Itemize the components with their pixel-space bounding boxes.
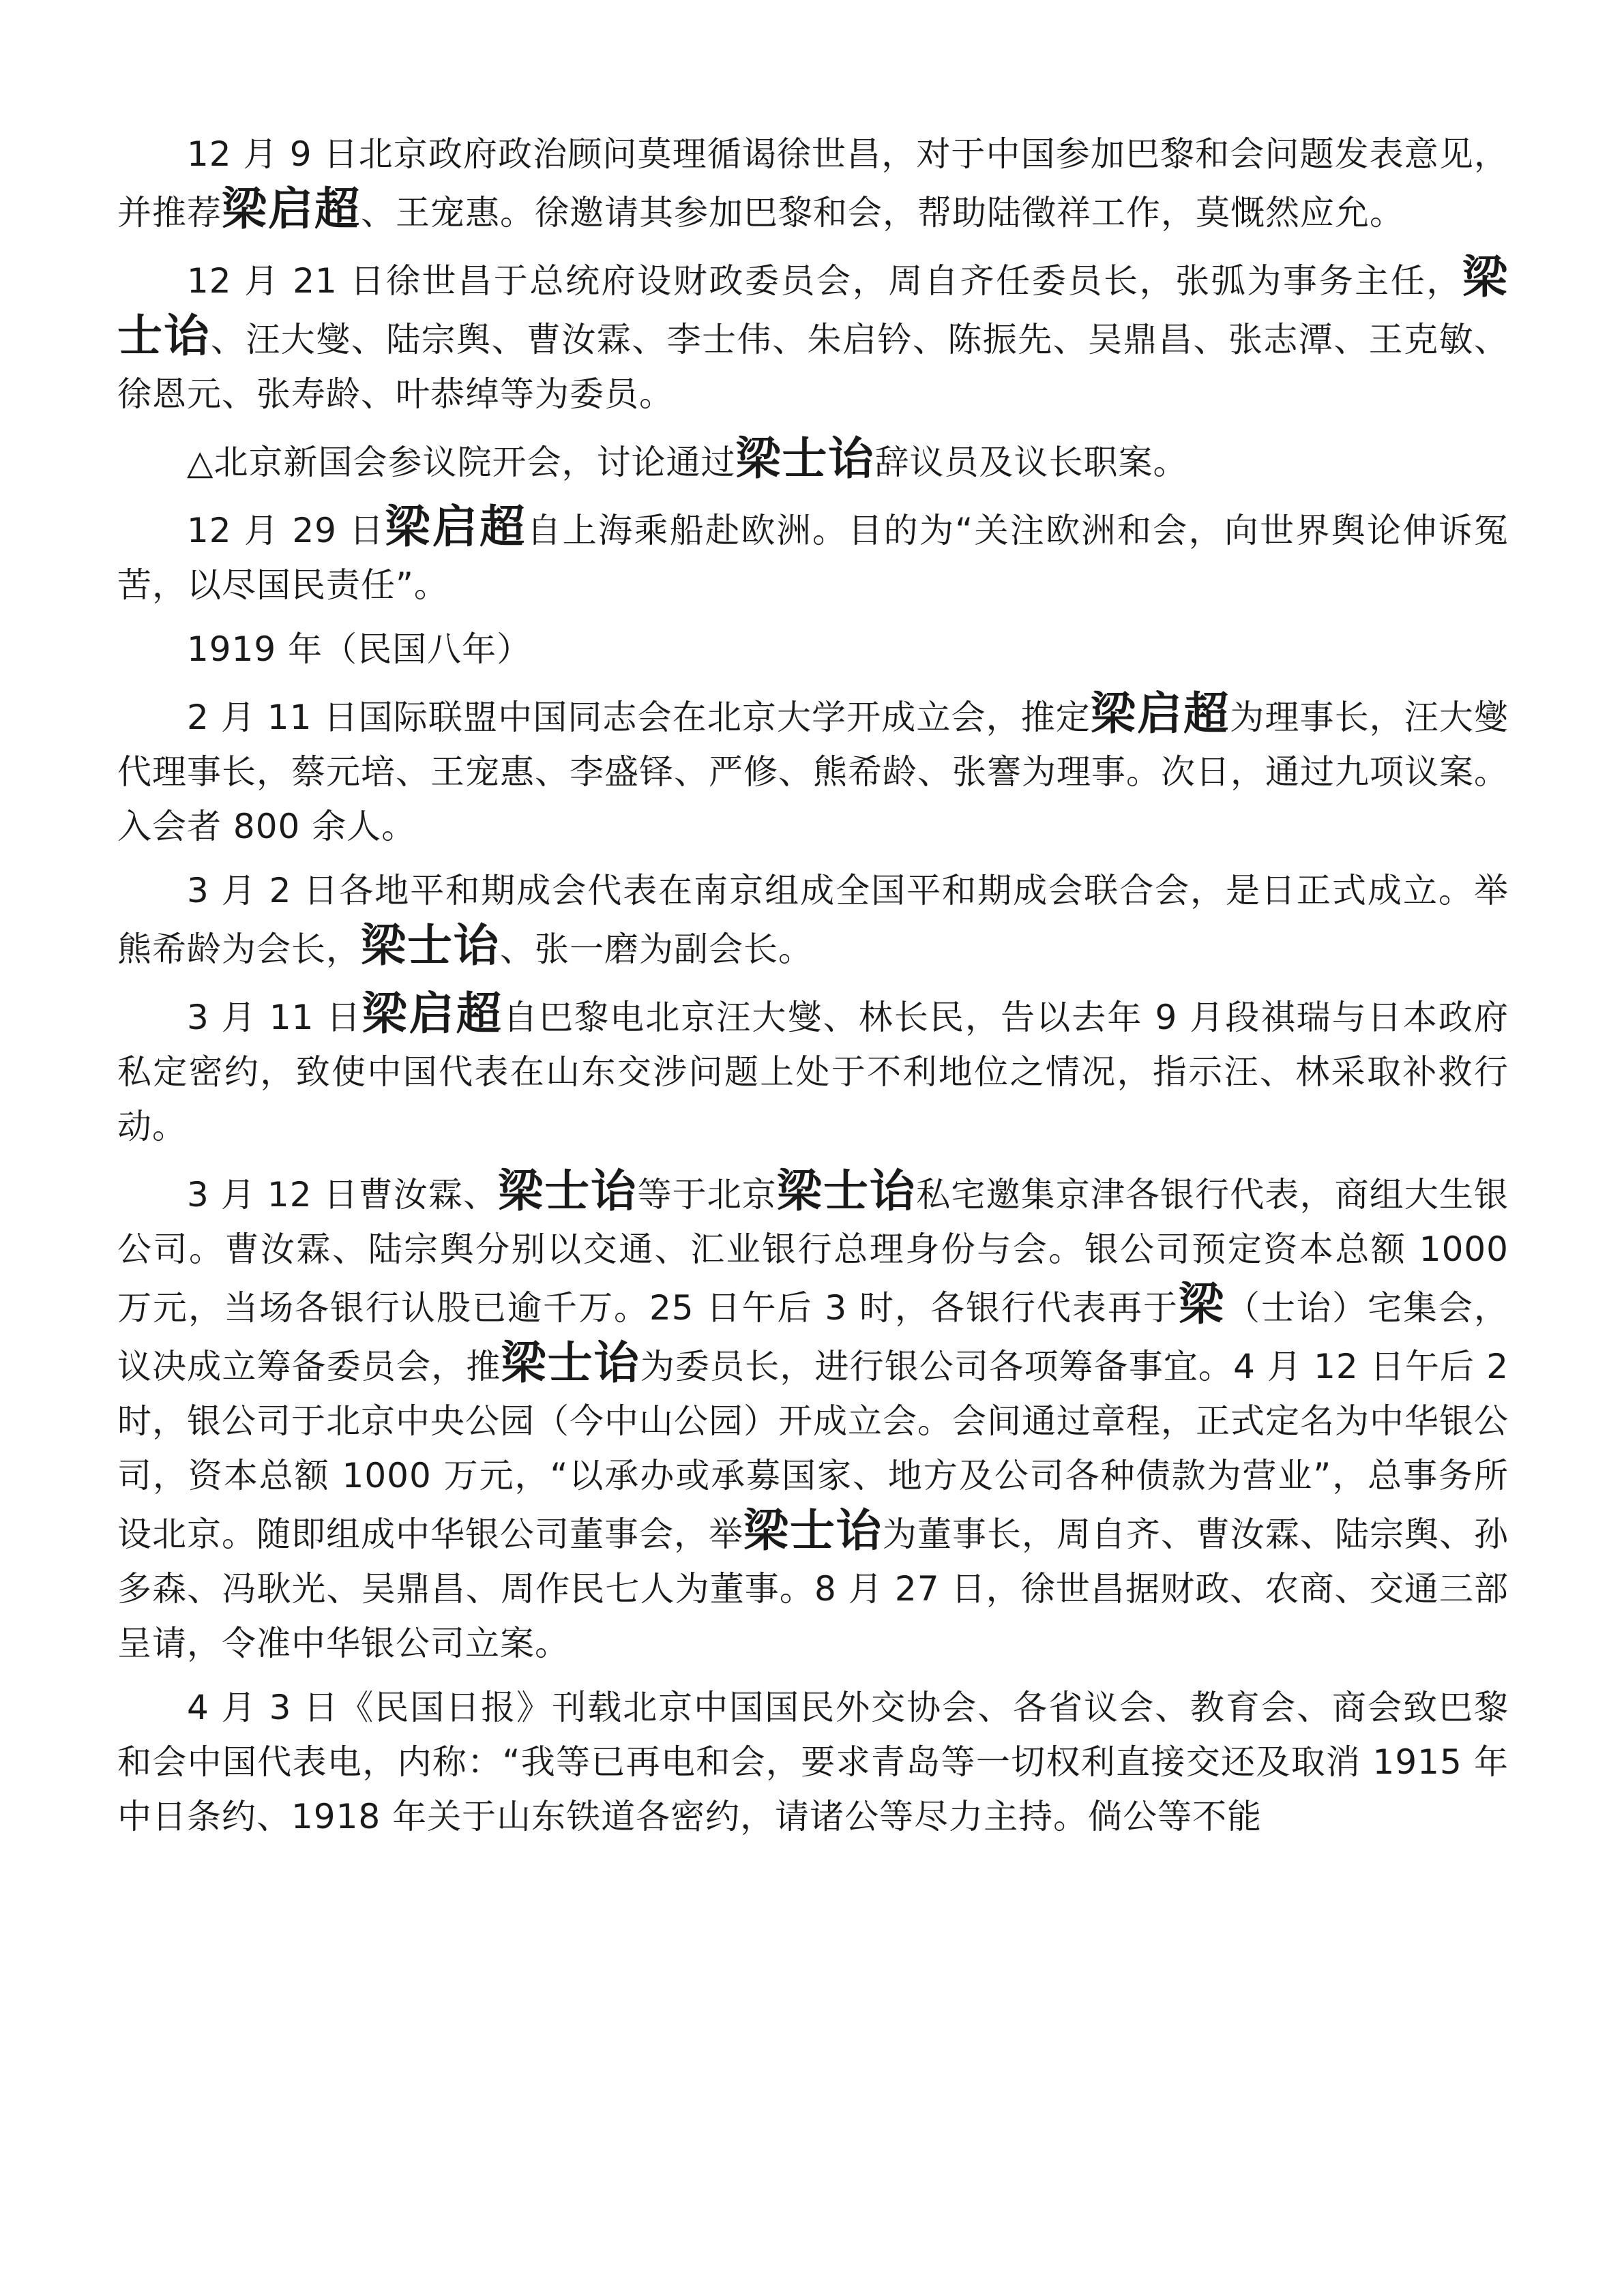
highlighted-name: 梁士诒: [501, 1336, 640, 1389]
paragraph-text: 私宅邀集京津各银行代表，商组大生银公司。曹汝霖、陆宗舆分别以交通、汇业银行总理身份与会。银公司预定资本总额 1000 万元，当场各银行认股已逾千万。25 日午后 3 时，各银行代表再于: [117, 1175, 1509, 1328]
highlighted-name: 梁士诒: [735, 432, 875, 485]
paragraph: [117, 863, 1509, 976]
paragraph-text: 、张一磨为副会长。: [500, 929, 813, 969]
paragraph: [117, 686, 1509, 854]
highlighted-name: 梁士诒: [776, 1164, 917, 1217]
paragraph: [117, 622, 1509, 676]
paragraph: [117, 250, 1509, 421]
paragraph: [117, 127, 1509, 240]
paragraph-text: 3 月 12 日曹汝霖、: [187, 1175, 499, 1214]
paragraph: [117, 499, 1509, 612]
paragraph-text: 12 月 9 日北京政府政治顾问莫理循谒徐世昌，对于中国参加巴黎和会问题发表意见，并推荐: [117, 134, 1509, 233]
paragraph-text: △北京新国会参议院开会，讨论通过: [187, 443, 736, 482]
paragraph-text: 1919 年（民国八年）: [187, 629, 532, 669]
paragraph-text: 2 月 11 日国际联盟中国同志会在北京大学开成立会，推定: [187, 698, 1091, 737]
paragraph-text: 等于北京: [637, 1175, 777, 1214]
paragraph-text: 3 月 11 日: [187, 998, 362, 1037]
paragraph-text: 12 月 29 日: [187, 511, 385, 550]
paragraph-text: 自巴黎电北京汪大燮、林长民，告以去年 9 月段祺瑞与日本政府私定密约，致使中国代表在山东交涉问题上处于不利地位之情况，指示汪、林采取补救行动。: [117, 998, 1509, 1146]
highlighted-name: 梁启超: [1090, 687, 1230, 740]
paragraph-text: 3 月 2 日各地平和期成会代表在南京组成全国平和期成会联合会，是日正式成立。举熊希龄为会长，: [117, 871, 1509, 969]
paragraph-text: 、汪大燮、陆宗舆、曹汝霖、李士伟、朱启钤、陈振先、吴鼎昌、张志潭、王克敏、徐恩元、张寿龄、叶恭绰等为委员。: [117, 320, 1509, 414]
highlighted-name: 梁: [1179, 1277, 1226, 1330]
paragraph: [117, 1680, 1509, 1844]
paragraph-text: 4 月 3 日《民国日报》刊载北京中国国民外交协会、各省议会、教育会、商会致巴黎和会中国代表电，内称：“我等已再电和会，要求青岛等一切权利直接交还及取消 1915 年中日条约、1918 年关于山东铁道各密约，请诸公等尽力主持。倘公等不能: [117, 1688, 1509, 1836]
highlighted-name: 梁士诒: [498, 1164, 638, 1217]
paragraph-text: 辞议员及议长职案。: [874, 443, 1188, 482]
paragraph-text: 为委员长，进行银公司各项筹备事宜。4 月 12 日午后 2 时，银公司于北京中央公园（今中山公园）开成立会。会间通过章程，正式定名为中华银公司，资本总额 1000 万元，“以承办或承募国家、地方及公司各种债款为营业”，总事务所设北京。随即组成中华银公司董事会，举: [117, 1347, 1509, 1554]
paragraph: [117, 986, 1509, 1154]
highlighted-name: 梁士诒: [361, 919, 500, 972]
highlighted-name: 梁士诒: [743, 1504, 883, 1557]
paragraph: [117, 1163, 1509, 1671]
paragraph-text: 自上海乘船赴欧洲。目的为“关注欧洲和会，向世界舆论伸诉冤苦，以尽国民责任”。: [117, 511, 1509, 605]
highlighted-name: 梁士诒: [117, 250, 1509, 362]
paragraph-text: 12 月 21 日徐世昌于总统府设财政委员会，周自齐任委员长，张弧为事务主任，: [187, 261, 1462, 301]
paragraph-text: 为理事长，汪大燮代理事长，蔡元培、王宠惠、李盛铎、严修、熊希龄、张謇为理事。次日，通过九项议案。入会者 800 余人。: [117, 698, 1509, 846]
paragraph-text: 、王宠惠。徐邀请其参加巴黎和会，帮助陆徵祥工作，莫慨然应允。: [361, 193, 1404, 233]
highlighted-name: 梁启超: [222, 182, 361, 235]
highlighted-name: 梁启超: [385, 500, 527, 553]
document-body: [117, 127, 1509, 1853]
paragraph-text: （士诒）宅集会，议决成立筹备委员会，推: [117, 1288, 1509, 1386]
paragraph: [117, 431, 1509, 490]
paragraph-text: 为董事长，周自齐、曹汝霖、陆宗舆、孙多森、冯耿光、吴鼎昌、周作民七人为董事。8 月 27 日，徐世昌据财政、农商、交通三部呈请，令准中华银公司立案。: [117, 1515, 1509, 1663]
highlighted-name: 梁启超: [361, 987, 503, 1040]
